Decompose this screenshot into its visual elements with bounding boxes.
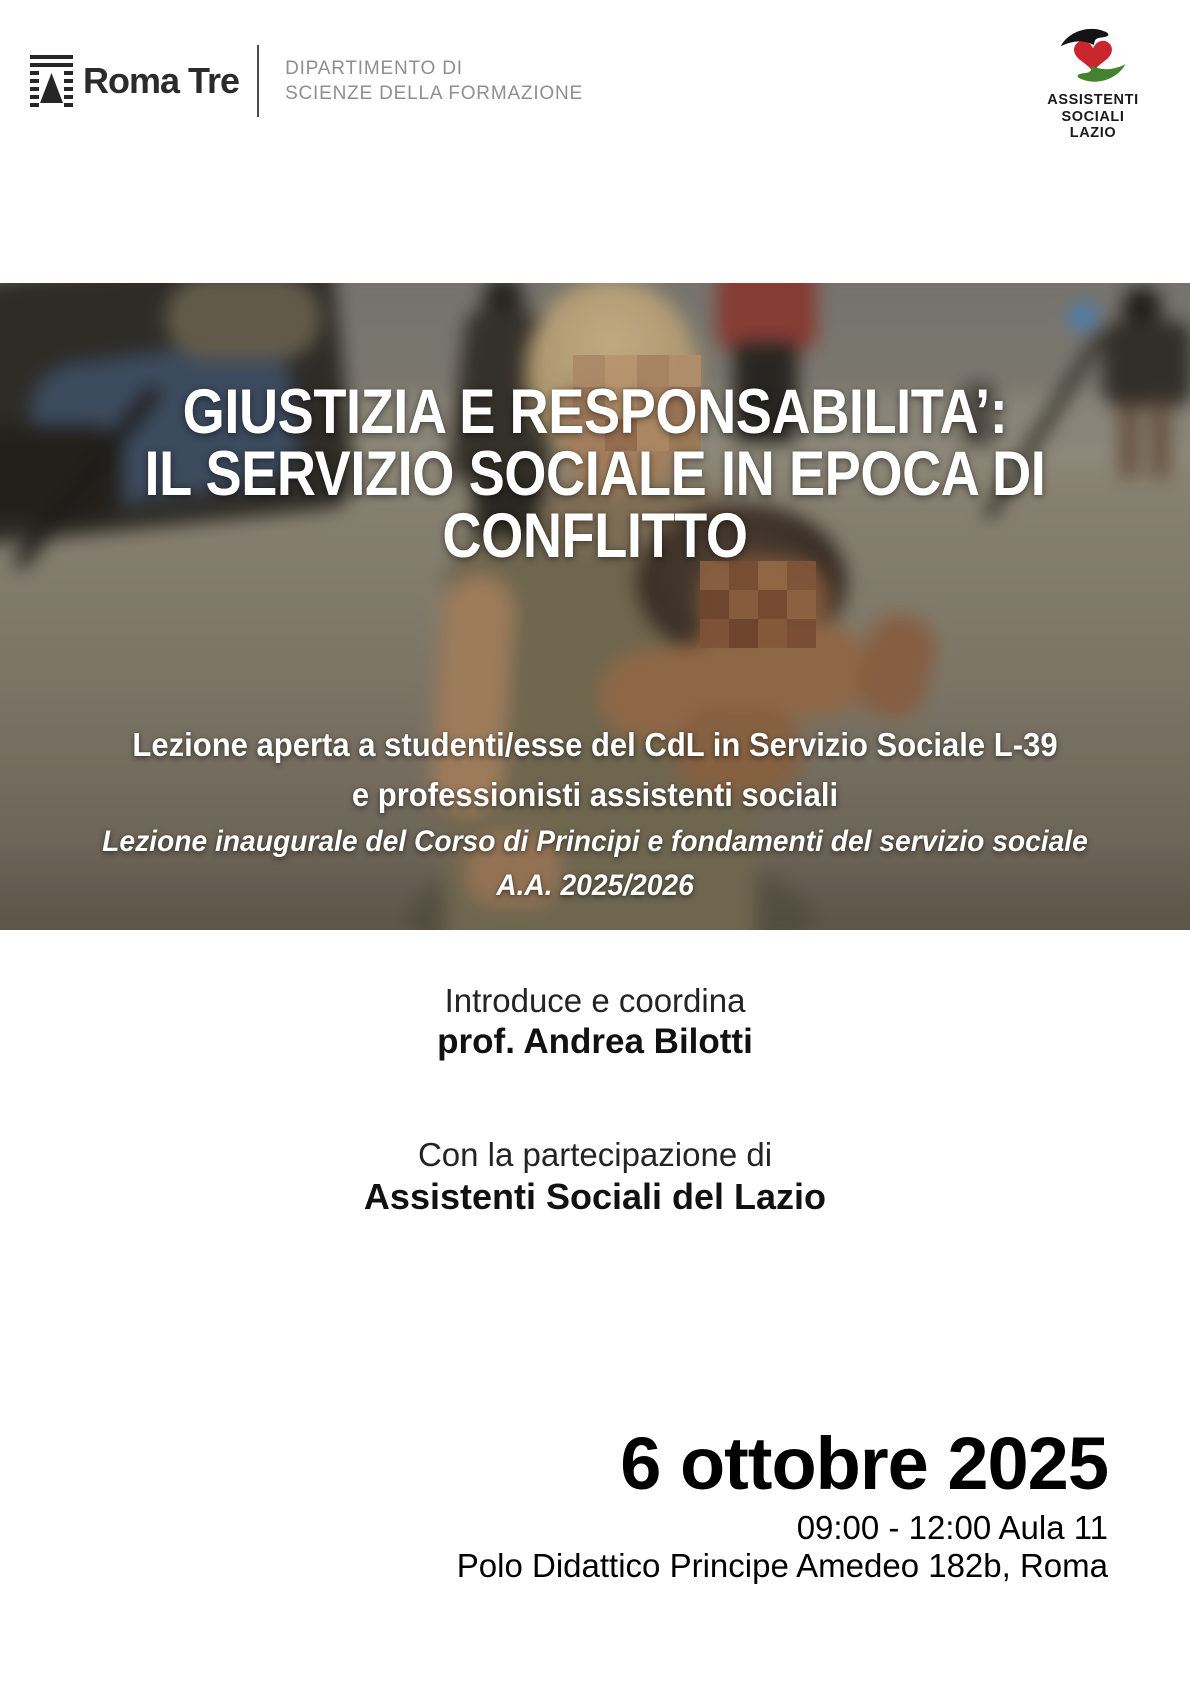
romatre-logo-icon bbox=[30, 55, 73, 107]
romatre-wordmark: Roma Tre bbox=[83, 60, 240, 101]
intro-speaker-name: prof. Andrea Bilotti bbox=[437, 1022, 753, 1061]
event-date: 6 ottobre 2025 bbox=[620, 1422, 1108, 1505]
intro-label: Introduce e coordina bbox=[444, 982, 746, 1019]
aslazio-line1: ASSISTENTI bbox=[1047, 92, 1139, 108]
event-title bbox=[0, 377, 1190, 571]
department-line1: DIPARTIMENTO DI bbox=[285, 58, 463, 79]
event-location: Polo Didattico Principe Amedeo 182b, Roma bbox=[456, 1547, 1108, 1584]
event-time-room: 09:00 - 12:00 Aula 11 bbox=[796, 1509, 1108, 1546]
participation-label: Con la partecipazione di bbox=[417, 1136, 773, 1173]
participation-name: Assistenti Sociali del Lazio bbox=[363, 1176, 827, 1217]
hands-heart-icon bbox=[1053, 25, 1133, 87]
subtitle-line2: e professionisti assistenti sociali bbox=[351, 776, 839, 813]
event-details bbox=[456, 1422, 1108, 1585]
department-name bbox=[285, 56, 583, 106]
title-line3: CONFLITTO bbox=[442, 501, 748, 571]
event-subtitle bbox=[36, 720, 1155, 908]
aslazio-line3: LAZIO bbox=[1069, 125, 1117, 141]
header-divider bbox=[257, 45, 259, 117]
title-line1: GIUSTIZIA E RESPONSABILITA’: bbox=[182, 377, 1008, 447]
subtitle-italic-line1: Lezione inaugurale del Corso di Principi e fondamenti del servizio sociale bbox=[102, 825, 1088, 858]
hero-photo bbox=[0, 283, 1190, 930]
subtitle-line1: Lezione aperta a studenti/esse del CdL in Servizio Sociale L-39 bbox=[132, 726, 1058, 763]
subtitle-italic-line2: A.A. 2025/2026 bbox=[496, 869, 694, 902]
title-line2: IL SERVIZIO SOCIALE IN EPOCA DI bbox=[144, 439, 1046, 509]
romatre-logo bbox=[30, 45, 583, 117]
aslazio-line2: SOCIALI bbox=[1061, 108, 1125, 125]
assistenti-sociali-lazio-logo bbox=[1031, 25, 1155, 142]
department-line2: SCIENZE DELLA FORMAZIONE bbox=[285, 83, 583, 104]
